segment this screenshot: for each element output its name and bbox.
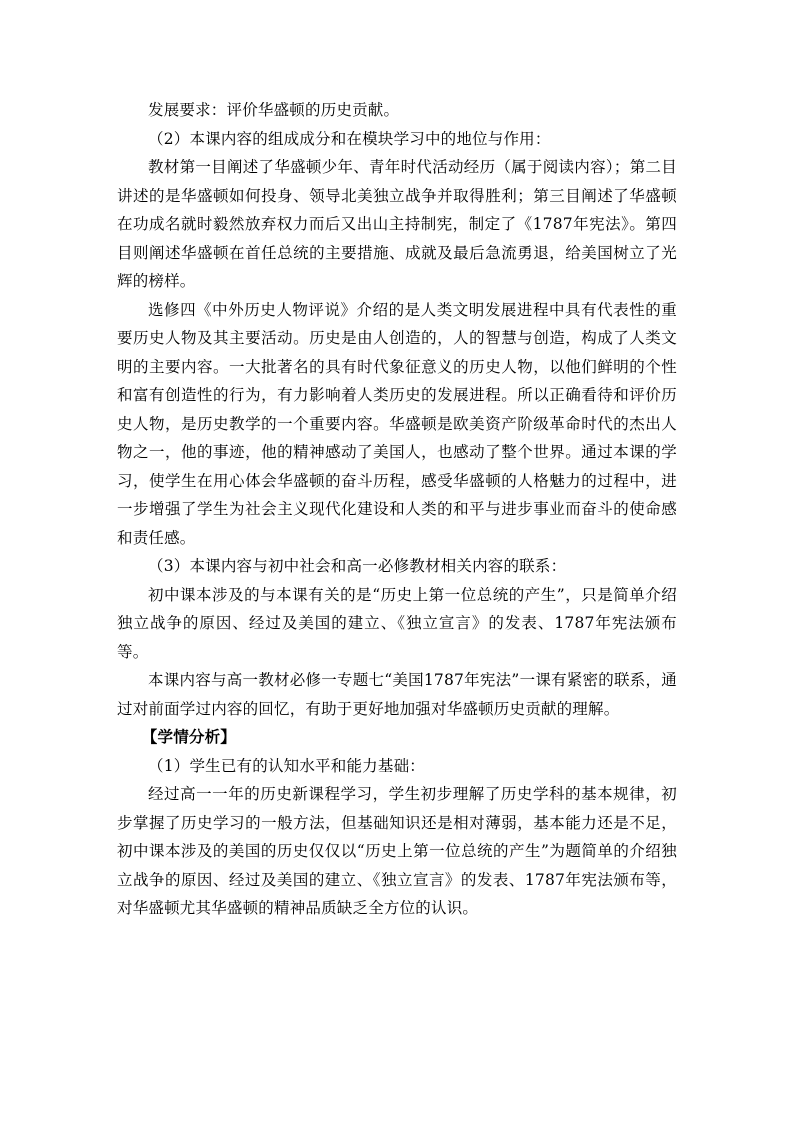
- section-2-heading: （2）本课内容的组成成分和在模块学习中的地位与作用：: [148, 129, 551, 148]
- student-level-paragraph: 经过高一一年的历史新课程学习，学生初步理解了历史学科的基本规律，初步掌握了历史学习的一般方法，但基础知识还是相对薄弱，基本能力还是不足，初中课本涉及的美国的历史仅仅以“历史上第一位总统的产生”为题简单的介绍独立战争的原因、经过及美国的建立、《独立宣言》的发表、1787年宪法颁布等，对华盛顿尤其华盛顿的精神品质缺乏全方位的认识。: [117, 785, 677, 917]
- section-3-heading: （3）本课内容与初中社会和高一必修教材相关内容的联系：: [148, 557, 567, 575]
- compulsory-course-paragraph: 本课内容与高一教材必修一专题七“美国1787年宪法”一课有紧密的联系，通过对前面学过内容的回忆，有助于更好地加强对华盛顿历史贡献的理解。: [117, 671, 677, 718]
- document-body: [117, 96, 677, 923]
- student-analysis-heading: 【学情分析】: [141, 727, 236, 746]
- textbook-contents-paragraph: 教材第一目阐述了华盛顿少年、青年时代活动经历（属于阅读内容）；第二目讲述的是华盛顿如何投身、领导北美独立战争并取得胜利；第三目阐述了华盛顿在功成名就时毅然放弃权力而后又出山主持制宪，制定了《1787年宪法》。第四目则阐述华盛顿在首任总统的主要措施、成就及最后急流勇退，给美国树立了光辉的榜样。: [117, 158, 677, 290]
- junior-high-paragraph: 初中课本涉及的与本课有关的是“历史上第一位总统的产生”，只是简单介绍独立战争的原因、经过及美国的建立、《独立宣言》的发表、1787年宪法颁布等。: [117, 585, 677, 661]
- development-requirement: 发展要求：评价华盛顿的历史贡献。: [148, 101, 400, 119]
- elective-course-paragraph: 选修四《中外历史人物评说》介绍的是人类文明发展进程中具有代表性的重要历史人物及其主要活动。历史是由人创造的，人的智慧与创造，构成了人类文明的主要内容。一大批著名的具有时代象征意义的历史人物，以他们鲜明的个性和富有创造性的行为，有力影响着人类历史的发展进程。所以正确看待和评价历史人物，是历史教学的一个重要内容。华盛顿是欧美资产阶级革命时代的杰出人物之一，他的事迹，他的精神感动了美国人，也感动了整个世界。通过本课的学习，使学生在用心体会华盛顿的奋斗历程，感受华盛顿的人格魅力的过程中，进一步增强了学生为社会主义现代化建设和人类的和平与进步事业而奋斗的使命感和责任感。: [117, 300, 677, 547]
- student-level-heading: （1）学生已有的认知水平和能力基础：: [148, 756, 425, 775]
